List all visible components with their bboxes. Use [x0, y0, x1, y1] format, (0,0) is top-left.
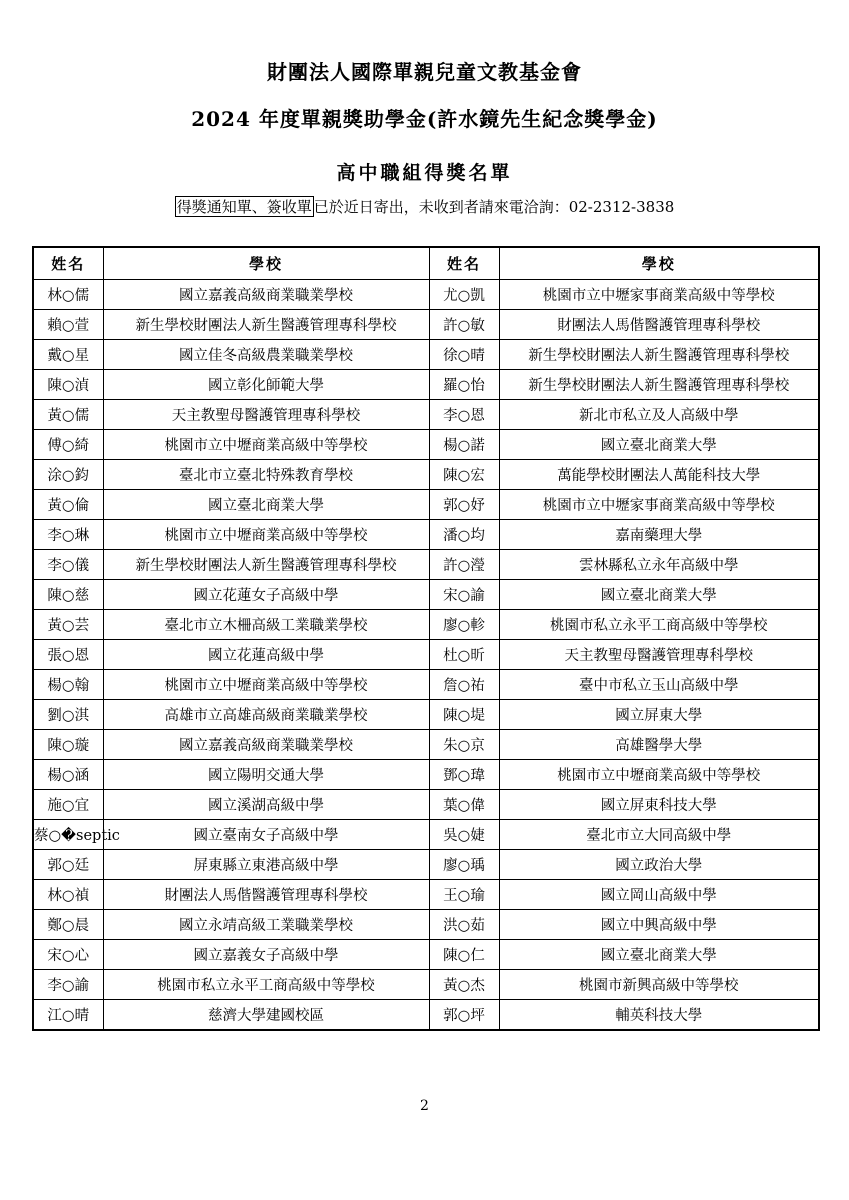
awardee-name: 林○禎 — [33, 880, 103, 910]
table-row — [33, 940, 819, 970]
awardee-school: 國立政治大學 — [499, 850, 819, 880]
awardee-name: 陳○湞 — [33, 370, 103, 400]
awardee-name: 蔡○�septic — [33, 820, 103, 850]
awardee-name: 葉○偉 — [429, 790, 499, 820]
awardee-school: 財團法人馬偕醫護管理專科學校 — [499, 310, 819, 340]
awardee-name: 詹○祐 — [429, 670, 499, 700]
awardee-name: 陳○璇 — [33, 730, 103, 760]
awardee-school: 國立佳冬高級農業職業學校 — [103, 340, 429, 370]
awardee-school: 國立陽明交通大學 — [103, 760, 429, 790]
scholarship-title: 2024 年度單親獎助學金(許水鏡先生紀念獎學金) — [191, 107, 658, 131]
awardee-name: 許○敏 — [429, 310, 499, 340]
awardee-name: 王○瑜 — [429, 880, 499, 910]
awardee-name: 鄧○瑋 — [429, 760, 499, 790]
awardee-name: 楊○翰 — [33, 670, 103, 700]
awardee-name: 羅○怡 — [429, 370, 499, 400]
table-row — [33, 910, 819, 940]
table-row — [33, 700, 819, 730]
table-row — [33, 370, 819, 400]
awardee-name: 郭○廷 — [33, 850, 103, 880]
table-row — [33, 550, 819, 580]
awardee-school: 國立永靖高級工業職業學校 — [103, 910, 429, 940]
awardee-school: 臺北市立木柵高級工業職業學校 — [103, 610, 429, 640]
awardee-name: 傅○綺 — [33, 430, 103, 460]
table-row — [33, 430, 819, 460]
awardee-school: 天主教聖母醫護管理專科學校 — [103, 400, 429, 430]
awardee-name: 施○宜 — [33, 790, 103, 820]
awardee-school: 桃園市立中壢商業高級中等學校 — [103, 430, 429, 460]
table-row — [33, 970, 819, 1000]
awardee-school: 國立岡山高級中學 — [499, 880, 819, 910]
awardee-school: 國立屏東科技大學 — [499, 790, 819, 820]
awardee-school: 臺北市立大同高級中學 — [499, 820, 819, 850]
awardee-name: 黃○杰 — [429, 970, 499, 1000]
table-row — [33, 790, 819, 820]
notice-line — [0, 196, 849, 217]
column-header-name-left: 姓名 — [33, 247, 103, 280]
awardee-name: 楊○涵 — [33, 760, 103, 790]
awardee-name: 陳○慈 — [33, 580, 103, 610]
awardee-name: 陳○宏 — [429, 460, 499, 490]
awardee-school: 國立嘉義高級商業職業學校 — [103, 730, 429, 760]
awardee-school: 國立彰化師範大學 — [103, 370, 429, 400]
awardee-name: 徐○晴 — [429, 340, 499, 370]
awardee-name: 宋○諭 — [429, 580, 499, 610]
awardee-name: 李○琳 — [33, 520, 103, 550]
awardee-name: 陳○仁 — [429, 940, 499, 970]
table-row — [33, 490, 819, 520]
awardee-name: 李○儀 — [33, 550, 103, 580]
awardee-school: 高雄市立高雄高級商業職業學校 — [103, 700, 429, 730]
table-row — [33, 1000, 819, 1031]
table-body — [33, 280, 819, 1031]
table-row — [33, 820, 819, 850]
awardee-name: 戴○星 — [33, 340, 103, 370]
awardee-school: 慈濟大學建國校區 — [103, 1000, 429, 1031]
awardee-name: 宋○心 — [33, 940, 103, 970]
awardee-name: 鄭○晨 — [33, 910, 103, 940]
awardee-school: 新北市私立及人高級中學 — [499, 400, 819, 430]
awardee-school: 國立花蓮高級中學 — [103, 640, 429, 670]
awardee-school: 萬能學校財團法人萬能科技大學 — [499, 460, 819, 490]
awardee-school: 國立花蓮女子高級中學 — [103, 580, 429, 610]
table-row — [33, 400, 819, 430]
awardee-school: 國立臺北商業大學 — [499, 580, 819, 610]
awardee-school: 嘉南藥理大學 — [499, 520, 819, 550]
awardee-name: 賴○萱 — [33, 310, 103, 340]
awardee-school: 國立臺北商業大學 — [499, 940, 819, 970]
awardee-school: 臺中市私立玉山高級中學 — [499, 670, 819, 700]
awardee-name: 朱○京 — [429, 730, 499, 760]
awardee-school: 國立嘉義高級商業職業學校 — [103, 280, 429, 310]
table-header-row — [33, 247, 819, 280]
awardee-school: 輔英科技大學 — [499, 1000, 819, 1031]
awardee-name: 尤○凱 — [429, 280, 499, 310]
awardee-name: 李○諭 — [33, 970, 103, 1000]
notice-boxed-text: 得獎通知單、簽收單 — [176, 198, 312, 216]
awardee-name: 郭○妤 — [429, 490, 499, 520]
awardee-name: 涂○鈞 — [33, 460, 103, 490]
table-row — [33, 730, 819, 760]
column-header-school-left: 學校 — [103, 247, 429, 280]
awardee-name: 張○恩 — [33, 640, 103, 670]
awardee-school: 國立臺北商業大學 — [103, 490, 429, 520]
awardee-name: 吳○婕 — [429, 820, 499, 850]
awardee-name: 潘○均 — [429, 520, 499, 550]
table-row — [33, 880, 819, 910]
awardee-name: 林○儒 — [33, 280, 103, 310]
awardee-name: 洪○茹 — [429, 910, 499, 940]
awardee-school: 新生學校財團法人新生醫護管理專科學校 — [499, 340, 819, 370]
awardee-school: 桃園市立中壢商業高級中等學校 — [103, 520, 429, 550]
table-row — [33, 610, 819, 640]
table-row — [33, 310, 819, 340]
awardee-school: 桃園市立中壢商業高級中等學校 — [499, 760, 819, 790]
awardee-school: 高雄醫學大學 — [499, 730, 819, 760]
awardee-school: 臺北市立臺北特殊教育學校 — [103, 460, 429, 490]
table-row — [33, 280, 819, 310]
awardee-name: 江○晴 — [33, 1000, 103, 1031]
awardee-school: 國立屏東大學 — [499, 700, 819, 730]
notice-text: 已於近日寄出，未收到者請來電洽詢：02-2312-3838 — [313, 198, 675, 216]
awardee-name: 楊○諾 — [429, 430, 499, 460]
page-number: 2 — [420, 1098, 429, 1114]
awardee-school: 國立臺南女子高級中學 — [103, 820, 429, 850]
awardee-school: 桃園市立中壢家事商業高級中等學校 — [499, 490, 819, 520]
table-row — [33, 760, 819, 790]
awardee-school: 桃園市私立永平工商高級中等學校 — [103, 970, 429, 1000]
awardee-school: 桃園市新興高級中等學校 — [499, 970, 819, 1000]
awardee-school: 國立臺北商業大學 — [499, 430, 819, 460]
awardee-school: 雲林縣私立永年高級中學 — [499, 550, 819, 580]
awardee-name: 黃○儒 — [33, 400, 103, 430]
awardee-name: 杜○昕 — [429, 640, 499, 670]
awardee-name: 郭○坪 — [429, 1000, 499, 1031]
awardee-table — [32, 246, 820, 1031]
awardee-school: 國立中興高級中學 — [499, 910, 819, 940]
table-row — [33, 520, 819, 550]
organization-title: 財團法人國際單親兒童文教基金會 — [267, 60, 582, 84]
awardee-school: 屏東縣立東港高級中學 — [103, 850, 429, 880]
awardee-name: 李○恩 — [429, 400, 499, 430]
awardee-name: 廖○軫 — [429, 610, 499, 640]
awardee-school: 財團法人馬偕醫護管理專科學校 — [103, 880, 429, 910]
table-row — [33, 580, 819, 610]
table-row — [33, 850, 819, 880]
list-title: 高中職組得獎名單 — [336, 162, 513, 184]
awardee-name: 許○瀅 — [429, 550, 499, 580]
column-header-school-right: 學校 — [499, 247, 819, 280]
awardee-school: 天主教聖母醫護管理專科學校 — [499, 640, 819, 670]
awardee-name: 黃○倫 — [33, 490, 103, 520]
table-row — [33, 670, 819, 700]
awardee-school: 桃園市私立永平工商高級中等學校 — [499, 610, 819, 640]
column-header-name-right: 姓名 — [429, 247, 499, 280]
awardee-name: 劉○淇 — [33, 700, 103, 730]
awardee-school: 新生學校財團法人新生醫護管理專科學校 — [103, 550, 429, 580]
table-row — [33, 640, 819, 670]
awardee-name: 陳○堤 — [429, 700, 499, 730]
awardee-school: 國立嘉義女子高級中學 — [103, 940, 429, 970]
awardee-name: 黃○芸 — [33, 610, 103, 640]
table-row — [33, 340, 819, 370]
awardee-school: 國立溪湖高級中學 — [103, 790, 429, 820]
awardee-school: 桃園市立中壢商業高級中等學校 — [103, 670, 429, 700]
awardee-school: 新生學校財團法人新生醫護管理專科學校 — [499, 370, 819, 400]
awardee-name: 廖○瑀 — [429, 850, 499, 880]
awardee-school: 新生學校財團法人新生醫護管理專科學校 — [103, 310, 429, 340]
awardee-school: 桃園市立中壢家事商業高級中等學校 — [499, 280, 819, 310]
table-row — [33, 460, 819, 490]
